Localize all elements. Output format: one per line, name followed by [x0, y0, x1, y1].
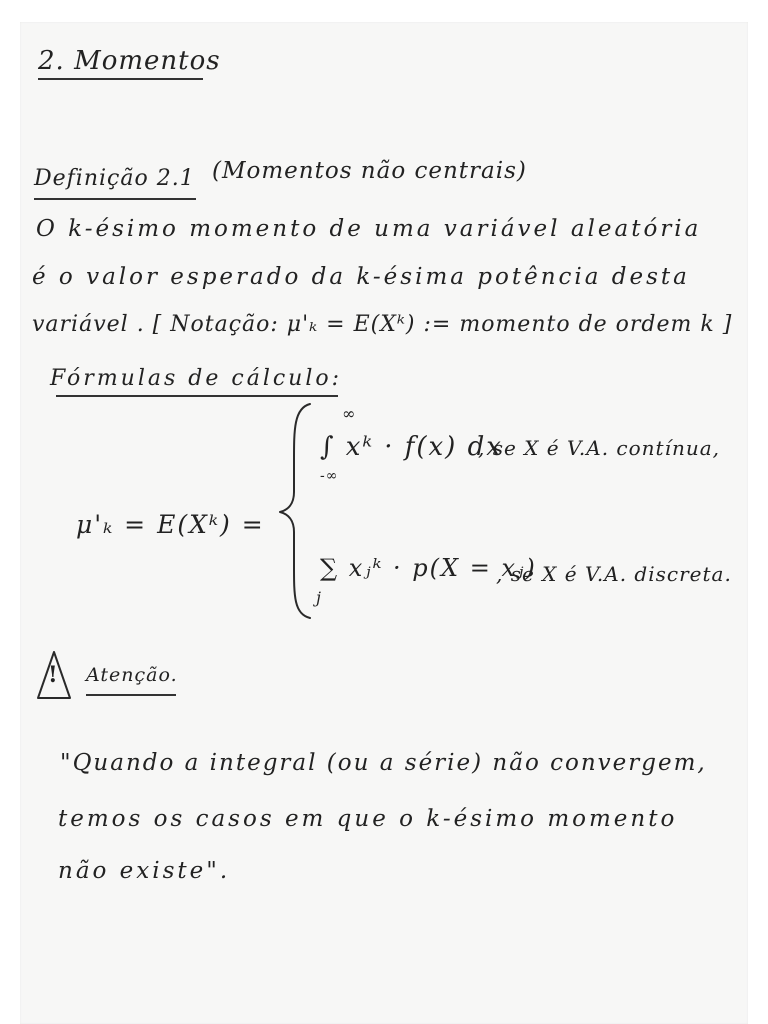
definition-line-1: O k-ésimo momento de uma variável aleatória [36, 216, 702, 242]
attention-line-2: temos os casos em que o k-ésimo momento [58, 806, 678, 832]
notebook-page [20, 22, 748, 1024]
definition-line-2: é o valor esperado da k-ésima potência desta [32, 264, 690, 290]
attention-underline [86, 694, 176, 696]
continuous-condition: , se X é V.A. contínua, [478, 436, 721, 460]
attention-line-3: não existe". [58, 858, 231, 884]
integral-expression: ∫ xᵏ · f(x) dx [320, 432, 503, 462]
formulas-heading-underline [56, 395, 338, 397]
definition-label-underline [34, 198, 196, 200]
attention-line-1: "Quando a integral (ou a série) não convergem, [60, 750, 707, 776]
sum-index: j [316, 588, 322, 607]
section-title-underline [38, 78, 203, 80]
definition-subtitle: (Momentos não centrais) [212, 158, 527, 184]
warning-icon-mark: ! [48, 662, 59, 688]
integral-lower-limit: -∞ [320, 468, 339, 484]
formulas-heading: Fórmulas de cálculo: [50, 366, 343, 391]
cases-brace [276, 400, 316, 620]
sum-expression: ∑ xⱼᵏ · p(X = xⱼ) [320, 554, 537, 582]
attention-label: Atenção. [86, 664, 178, 686]
discrete-condition: , se X é V.A. discreta. [496, 562, 732, 586]
section-title: 2. Momentos [38, 46, 221, 76]
definition-line-3: variável . [ Notação: μ'ₖ = E(Xᵏ) := momento de ordem k ] [32, 312, 733, 337]
definition-label: Definição 2.1 [34, 166, 195, 191]
formula-lhs: μ'ₖ = E(Xᵏ) = [76, 510, 265, 539]
integral-upper-limit: ∞ [342, 404, 357, 423]
